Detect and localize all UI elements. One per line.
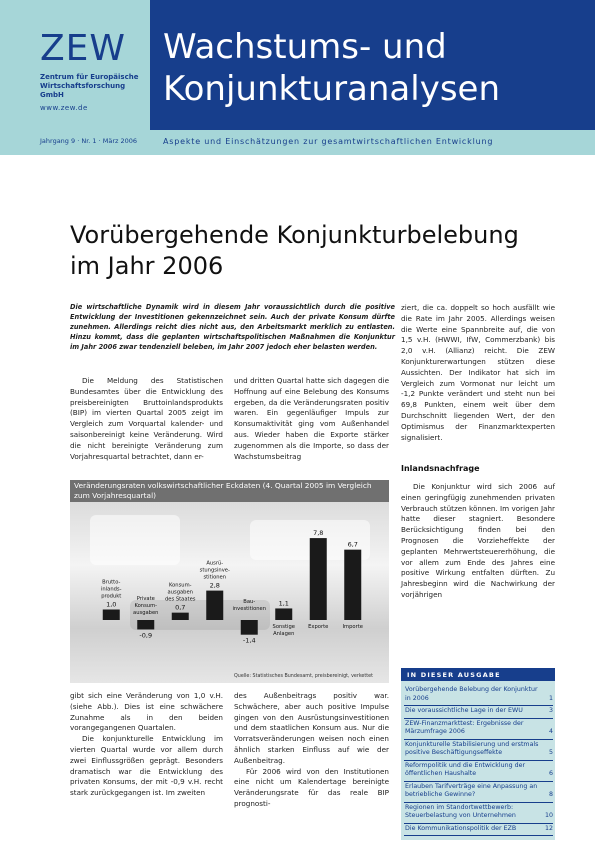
article-title [70, 220, 550, 282]
publication-title [163, 26, 500, 110]
toc-item[interactable] [404, 824, 553, 837]
paragraph: des Außenbeitrags positiv war. Schwächere, aber auch positive Impulse gingen von den Ausrüstungsinvestitionen und dem staatlichen Konsum aus. Nur die Vorratsveränderungen weisen noch einen ähnlich starken Einfluss auf wie der Außenbeitrag. [234, 691, 389, 765]
article-column-3b [401, 482, 555, 601]
publication-subtitle: Aspekte und Einschätzungen zur gesamtwirtschaftlichen Entwicklung [163, 137, 494, 146]
chart-value-label: 2,8 [209, 581, 220, 590]
toc-item-title: Die Kommunikationspolitik der EZB [405, 824, 517, 832]
chart-category-label: Brutto-inlands-produkt [100, 579, 122, 600]
publication-title-line1: Wachstums- und [163, 27, 447, 67]
chart-category-label: Importe [342, 624, 363, 630]
toc-item-page: 10 [544, 812, 553, 819]
chart-category-label: Konsum-ausgaben des Staates [165, 582, 196, 603]
section-heading: Inlandsnachfrage [401, 464, 480, 473]
toc-item-page: 5 [548, 749, 553, 756]
bar-chart [70, 480, 389, 683]
toc-item-page: 1 [548, 694, 553, 702]
paragraph: Die konjunkturelle Entwicklung im vierten Quartal wurde vor allem durch zwei Einflussgrößen geprägt. Besonders dramatisch war die Entwicklung des privaten Konsums, der mit -0,9 v.H. recht stark zurückgegangen ist. Im zweiten [70, 734, 223, 798]
toc-box [401, 668, 555, 840]
toc-item-page: 4 [548, 728, 553, 735]
chart-value-label: 6,7 [347, 540, 358, 549]
chart-value-label: 7,8 [313, 529, 324, 538]
chart-bar [103, 610, 120, 621]
chart-bar [310, 538, 327, 620]
article-column-2b [234, 691, 389, 810]
chart-value-label: 1,0 [106, 600, 117, 609]
article-title-line2: im Jahr 2006 [70, 252, 224, 280]
paragraph: Für 2006 wird von den Institutionen eine nicht um Kalendertage bereinigte Veränderungsrate für das reale BIP prognosti- [234, 766, 389, 808]
chart-source: Quelle: Statistisches Bundesamt, preisbereinigt, verkettet [234, 674, 373, 679]
org-name-line1: Zentrum für Europäische [40, 73, 139, 81]
paragraph: Die Konjunktur wird sich 2006 auf einen geringfügig zunehmenden privaten Verbrauch stützen können. Im vorigen Jahr hatte dieser stagniert. Besondere Berücksichtigung finden bei den Prognosen die Vorzieheffekte der geplanten Mehrwertsteuererhöhung, die vor allem zum Ende des Jahres eine positive Wirkung entfalten dürften. Zu Jahresbeginn wird die Nachwirkung der vorjährigen [401, 482, 555, 599]
toc-item-page: 12 [544, 824, 553, 832]
toc-item-title: ZEW-Finanzmarkttest: Ergebnisse der Märzumfrage 2006 [405, 719, 524, 735]
chart-value-label: -0,9 [139, 631, 153, 640]
toc-item-title: Reformpolitik und die Entwicklung der öffentlichen Haushalte [405, 761, 526, 777]
toc-item-title: Konjunkturelle Stabilisierung und erstmals positive Beschäftigungseffekte [405, 740, 539, 756]
toc-item[interactable] [404, 740, 553, 761]
paragraph: gibt sich eine Veränderung von 1,0 v.H. (siehe Abb.). Dies ist eine schwächere Zunahme als in den beiden vorangegangenen Quartalen. [70, 691, 223, 733]
chart-category-label: Bau-investitionen [232, 599, 267, 612]
article-column-1b [70, 691, 223, 799]
toc-item-title: Die voraussichtliche Lage in der EWU [405, 707, 523, 714]
paragraph: und dritten Quartal hatte sich dagegen die Hoffnung auf eine Belebung des Konsums ergeben, da die Veränderungsraten positiv waren. Ein gegenläufiger Impuls zur Konsumaktivität ging vom Außenhandel aus. Wieder haben die Exporte stärker zugenommen als die Importe, so dass der Wachstumsbeitrag [234, 376, 389, 461]
zew-logo: ZEW [40, 28, 127, 69]
toc-item-page: 8 [548, 791, 553, 798]
article-column-3 [401, 303, 555, 443]
chart-category-label: Sonstige Anlagen [272, 624, 295, 637]
toc-item[interactable] [404, 782, 553, 803]
header-left-panel [0, 0, 150, 155]
toc-item[interactable] [404, 803, 553, 824]
chart-value-label: 1,1 [278, 599, 289, 608]
chart-title: Veränderungsraten volkswirtschaftlicher Eckdaten (4. Quartal 2005 im Vergleich zum Vorjahresquartal) [74, 481, 372, 500]
chart-category-label: Ausrü-stungsinve-stitionen [199, 560, 230, 581]
article-teaser: Die wirtschaftliche Dynamik wird in diesem Jahr voraussichtlich durch die positive Entwicklung der Investitionen gekennzeichnet sein. Auch der private Konsum dürfte zunehmen. Allerdings reicht dies nicht aus, den Arbeitsmarkt merklich zu entlasten. Hinzu kommt, dass die geplanten wirtschaftspolitischen Maßnahmen die Konjunktur im Jahr 2006 zwar tendenziell beleben, im Jahr 2007 jedoch eher belasten werden. [70, 303, 395, 351]
chart-bar [275, 608, 292, 620]
issue-info: Jahrgang 9 · Nr. 1 · März 2006 [40, 137, 138, 145]
chart-category-label: Exporte [308, 624, 329, 630]
chart-bar [206, 591, 223, 620]
toc-item[interactable] [404, 706, 553, 719]
chart-bar [172, 613, 189, 620]
toc-item-title: Erlauben Tarifverträge eine Anpassung an betriebliche Gewinne? [405, 782, 538, 798]
paragraph: ziert, die ca. doppelt so hoch ausfällt wie die Rate im Jahr 2005. Allerdings weisen die Werte eine Spannbreite auf, die von 1,5 v.H. (HWWI, IfW, Commerzbank) bis 2,0 v.H. (Allianz) reicht. Die ZEW Konjunkturerwartungen stützen diese Aussichten. Der Indikator hat sich im Vergleich zum Vormonat nur leicht um -1,2 Punkte verändert und steht nun bei 69,8 Punkten, einem weit über dem Durchschnitt liegenden Wert, der den Optimismus der Finanzmarktexperten signalisiert. [401, 303, 555, 442]
chart-bar [137, 620, 154, 629]
org-name-line2: Wirtschaftsforschung GmbH [40, 82, 126, 99]
chart-value-label: -1,4 [242, 636, 256, 645]
chart-plot [70, 502, 389, 683]
toc-header [401, 668, 555, 681]
toc-item[interactable] [404, 719, 553, 740]
paragraph: Die Meldung des Statistischen Bundesamtes über die Entwicklung des preisbereinigten Bruttoinlandsprodukts (BIP) im vierten Quartal 2005 zeigt im Vergleich zum Vorquartal kalender- und saisonbereinigt keine Veränderung. Wird die nicht bereinigte Veränderung zum Vorjahresquartal betrachtet, dann er- [70, 376, 223, 461]
toc-item-title: Regionen im Standortwettbewerb: Steuerbelastung von Unternehmen [405, 803, 516, 819]
chart-category-label: Private Konsum-ausgaben [133, 596, 159, 616]
article-column-2 [234, 376, 389, 462]
org-name [40, 73, 150, 100]
publication-title-line2: Konjunkturanalysen [163, 69, 501, 109]
org-url[interactable]: www.zew.de [40, 104, 88, 112]
toc-item-page: 6 [548, 770, 553, 777]
article-title-line1: Vorübergehende Konjunkturbelebung [70, 221, 519, 249]
toc-item[interactable] [404, 685, 553, 706]
toc-item[interactable] [404, 761, 553, 782]
toc-item-title: Vorübergehende Belebung der Konjunktur in 2006 [405, 686, 538, 702]
toc-heading: IN DIESER AUSGABE [407, 671, 501, 679]
toc-item-page: 3 [548, 707, 553, 714]
chart-bar [241, 620, 258, 635]
chart-value-label: 0,7 [175, 603, 186, 612]
chart-header [70, 480, 389, 502]
chart-bar [344, 550, 361, 620]
article-column-1 [70, 376, 223, 462]
toc-list [404, 685, 553, 836]
